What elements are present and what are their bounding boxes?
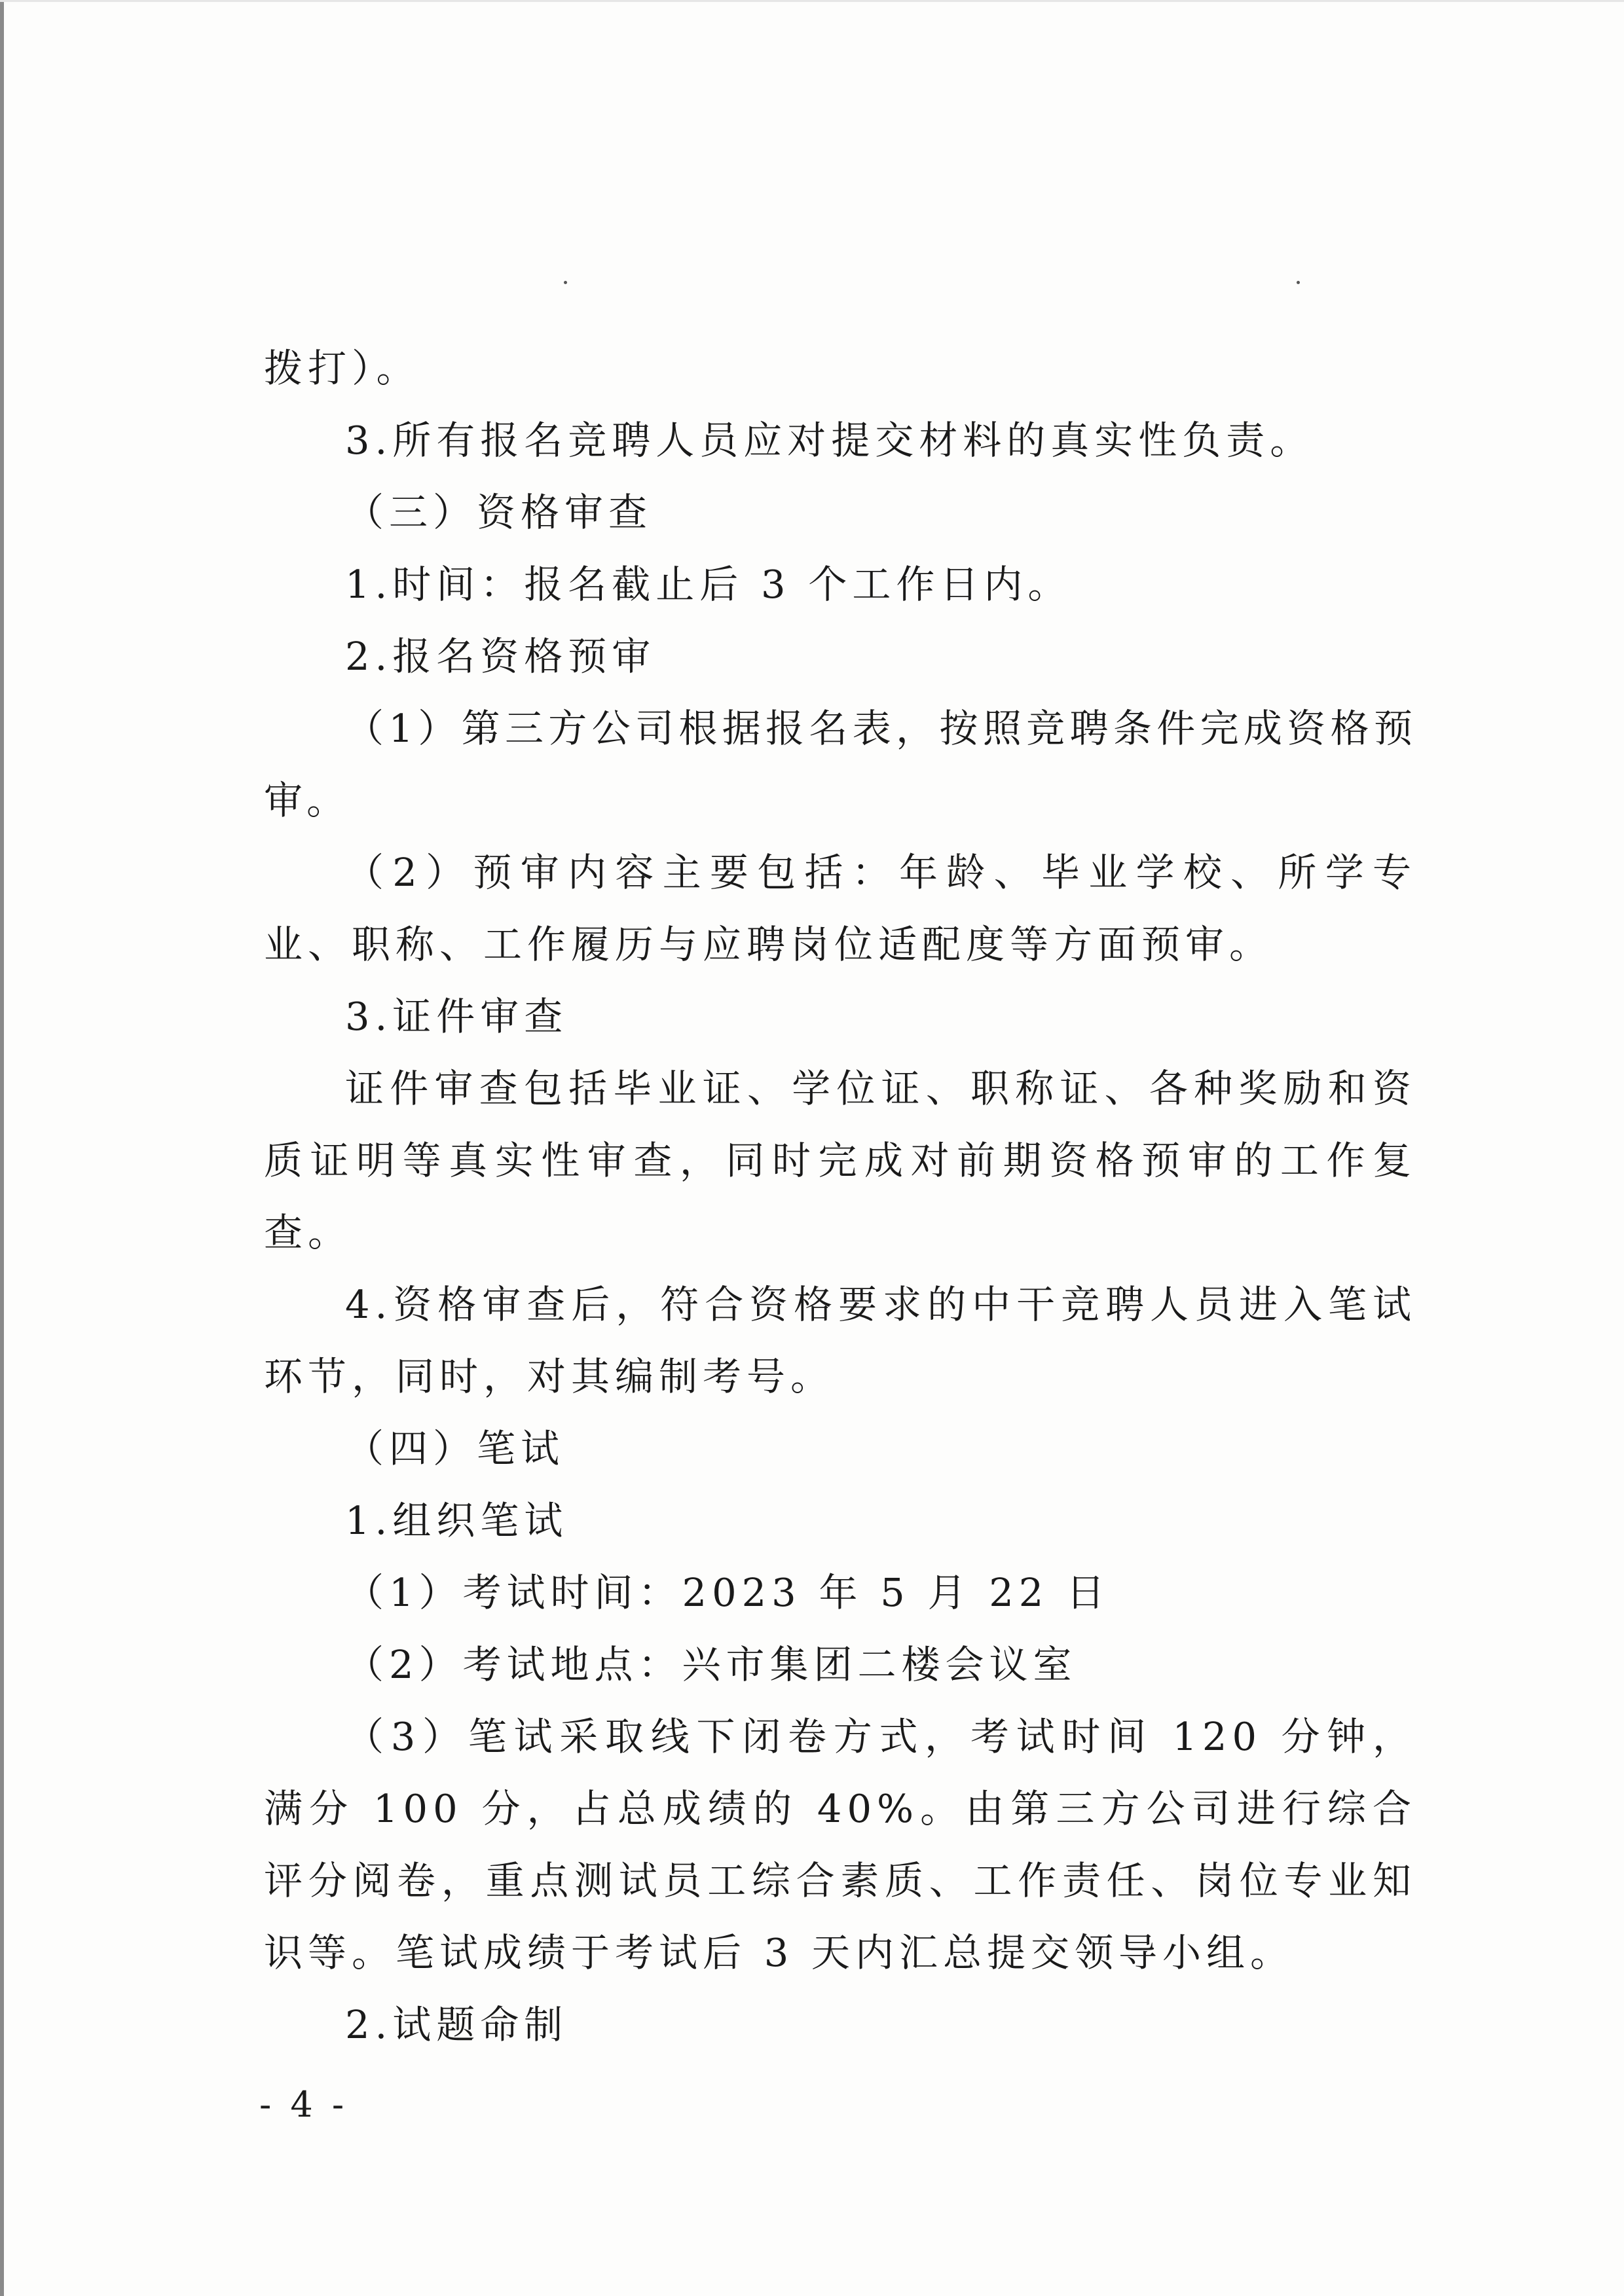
scan-edge-left xyxy=(0,0,4,2296)
paragraph-exam-location: （2）考试地点：兴市集团二楼会议室 xyxy=(345,1642,1077,1687)
paragraph-authenticity: 3.所有报名竞聘人员应对提交材料的真实性负责。 xyxy=(345,418,1314,463)
paragraph-exam-format: （3）笔试采取线下闭卷方式，考试时间 120 分钟，满分 100 分，占总成绩的 40%。由第三方公司进行综合评分阅卷，重点测试员工综合素质、工作责任、岗位专业知识等。笔试成绩于考试后 3 天内汇总提交领导小组。 xyxy=(264,1714,1416,1975)
document-body xyxy=(264,333,1416,2061)
paragraph-review-time: 1.时间：报名截止后 3 个工作日内。 xyxy=(345,562,1072,607)
paragraph-after-review: 4.资格审查后，符合资格要求的中干竞聘人员进入笔试环节，同时，对其编制考号。 xyxy=(264,1282,1416,1399)
section-heading-qualification-review: （三）资格审查 xyxy=(345,490,653,535)
scan-edge-top xyxy=(0,0,1624,2)
paragraph-pre-review-1: （1）第三方公司根据报名表，按照竞聘条件完成资格预审。 xyxy=(264,706,1416,823)
subheading-question-setting: 2.试题命制 xyxy=(345,2002,568,2047)
paragraph-exam-time: （1）考试时间：2023 年 5 月 22 日 xyxy=(345,1570,1111,1615)
paragraph-continuation: 拨打）。 xyxy=(264,346,420,391)
subheading-organize-exam: 1.组织笔试 xyxy=(345,1498,568,1543)
scan-speck xyxy=(1297,281,1300,284)
page-number: - 4 - xyxy=(259,2084,348,2125)
paragraph-pre-review-2: （2）预审内容主要包括：年龄、毕业学校、所学专业、职称、工作履历与应聘岗位适配度等方面预审。 xyxy=(264,850,1416,967)
paragraph-certificate-review: 证件审查包括毕业证、学位证、职称证、各种奖励和资质证明等真实性审查，同时完成对前期资格预审的工作复查。 xyxy=(264,1066,1416,1255)
subheading-certificate-review: 3.证件审查 xyxy=(345,994,568,1039)
subheading-pre-review: 2.报名资格预审 xyxy=(345,634,656,679)
scan-speck xyxy=(564,281,567,284)
section-heading-written-exam: （四）笔试 xyxy=(345,1426,565,1471)
